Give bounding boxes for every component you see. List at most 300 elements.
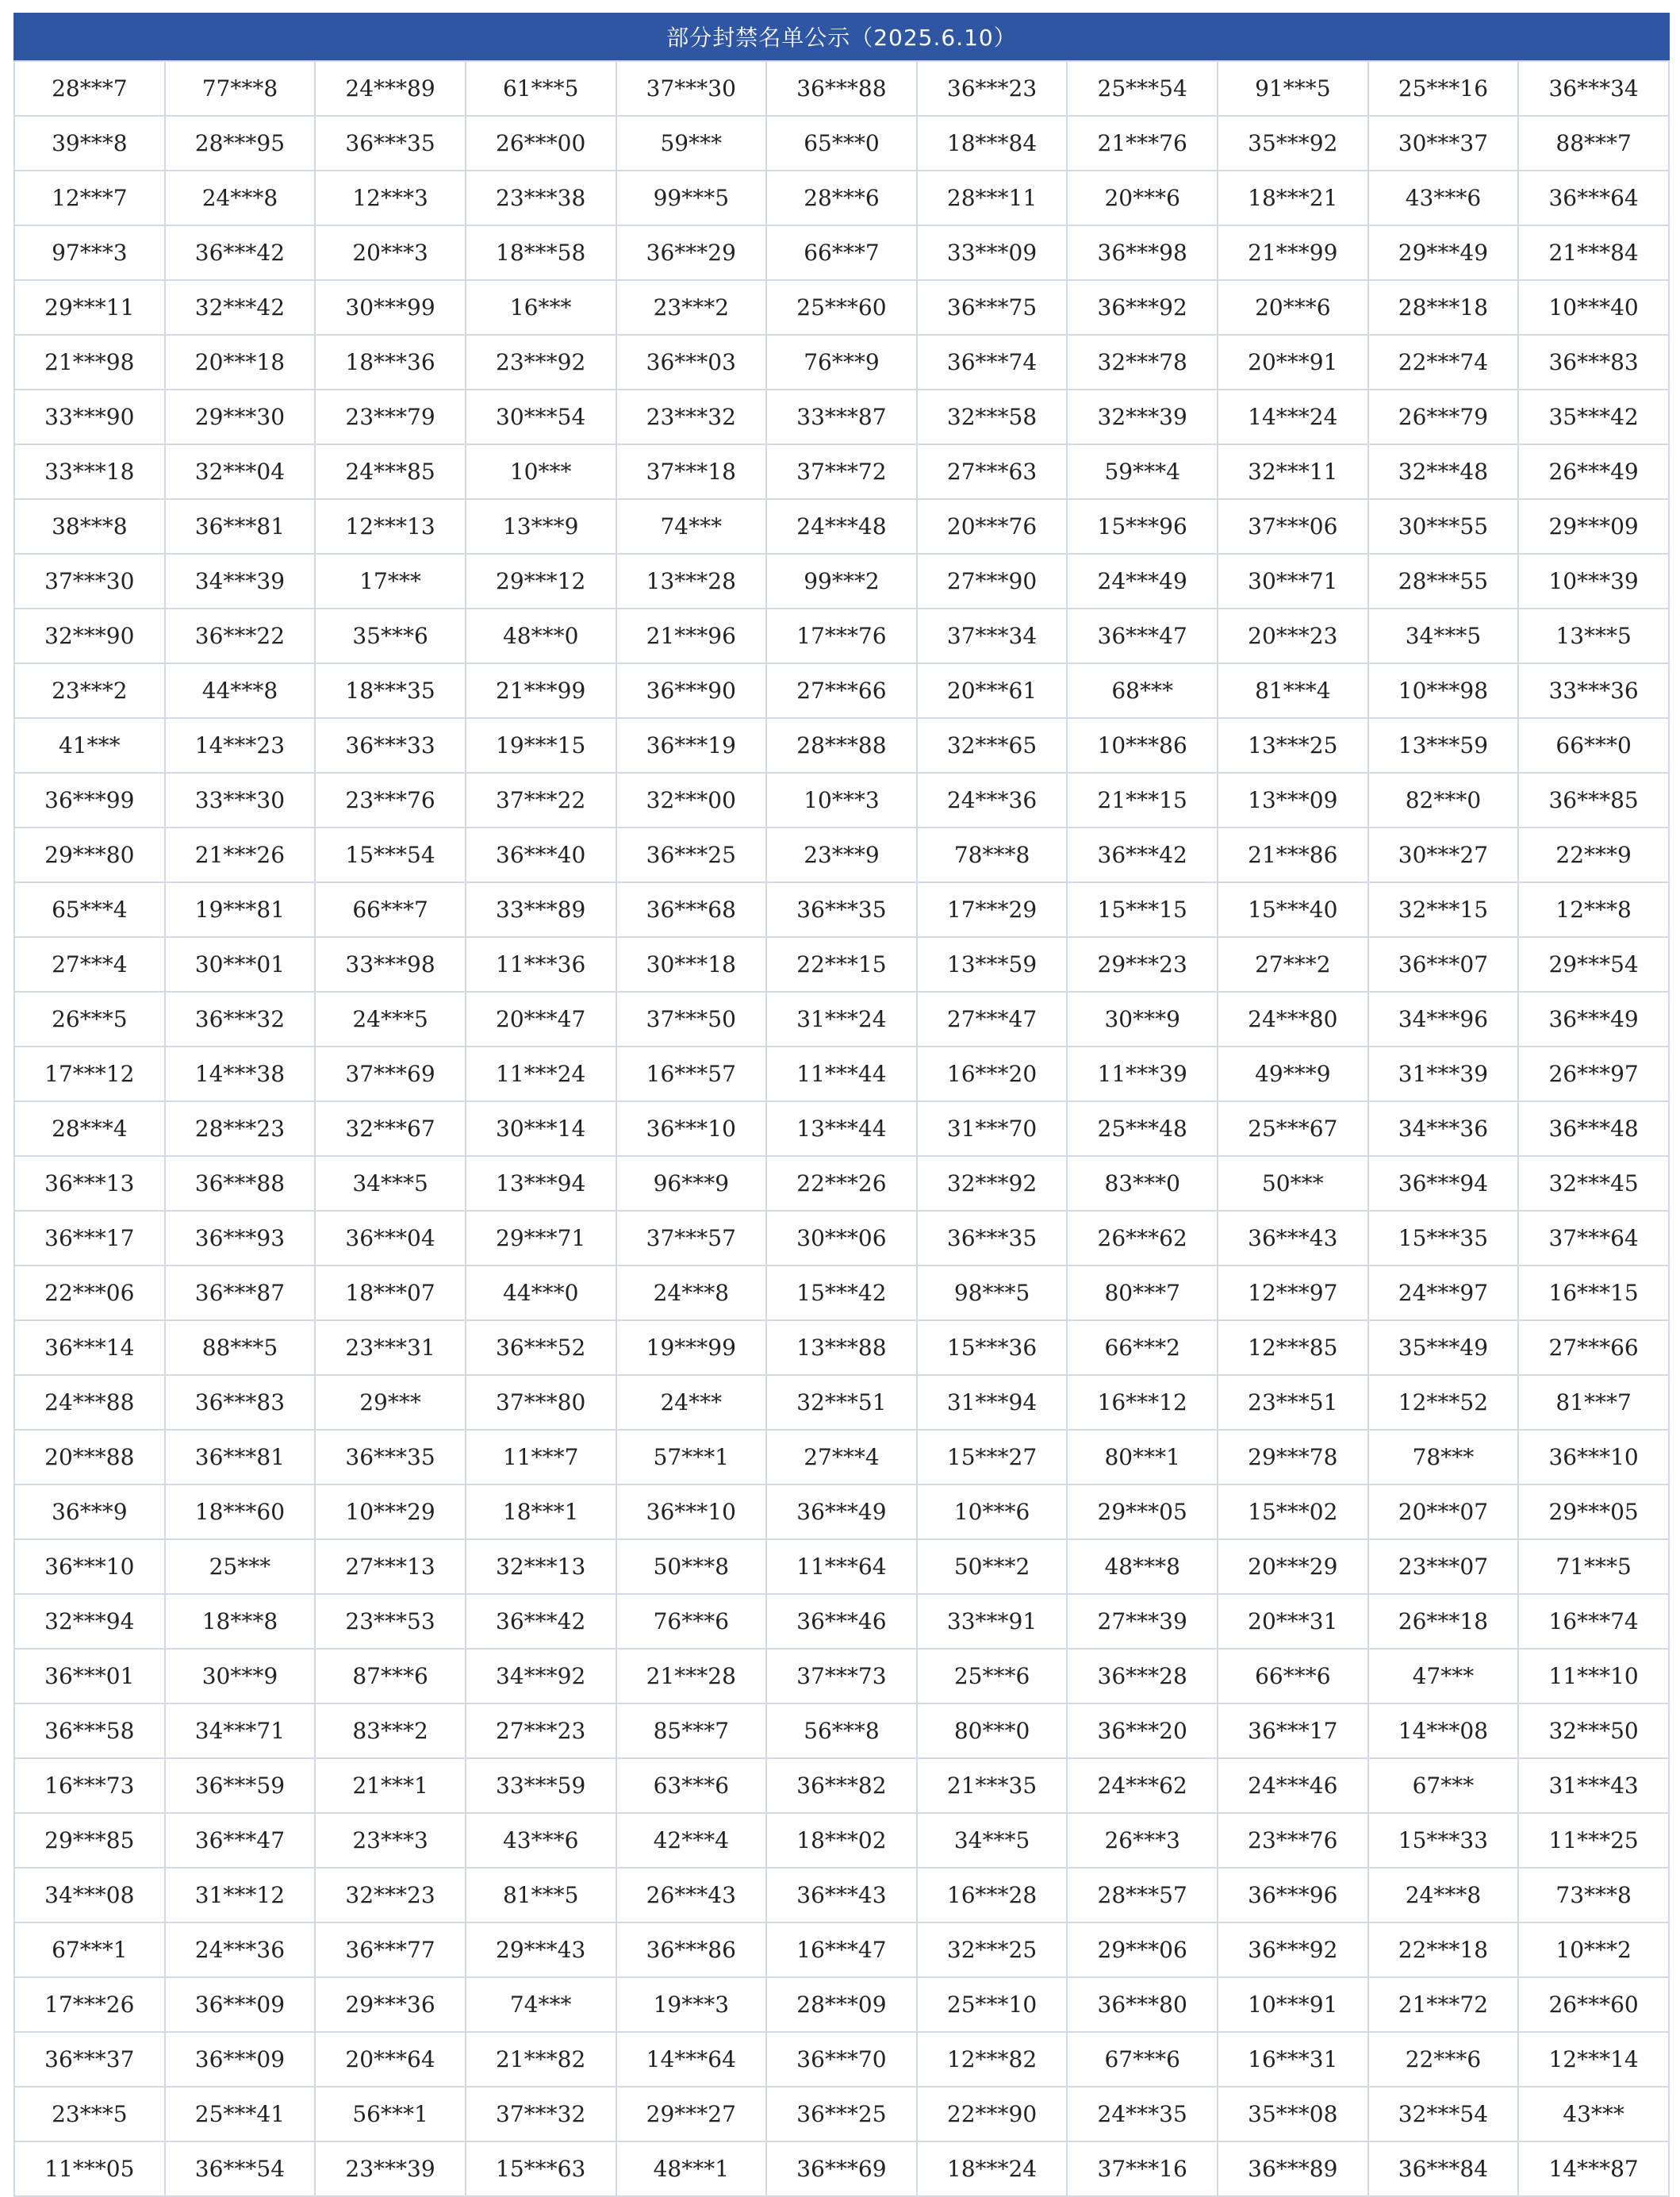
table-cell: 26***18 — [1368, 1594, 1519, 1649]
table-row — [14, 1430, 1669, 1485]
table-cell: 14***23 — [165, 718, 316, 773]
table-cell: 32***65 — [917, 718, 1068, 773]
table-cell: 36***64 — [1518, 171, 1669, 225]
table-cell: 99***5 — [616, 171, 767, 225]
table-cell: 26***49 — [1518, 444, 1669, 499]
table-cell: 16***15 — [1518, 1266, 1669, 1320]
table-cell: 36***48 — [1518, 1101, 1669, 1156]
table-cell: 34***08 — [14, 1868, 165, 1922]
table-cell: 88***7 — [1518, 116, 1669, 171]
table-cell: 48***1 — [616, 2141, 767, 2196]
table-cell: 21***86 — [1218, 828, 1368, 882]
table-cell: 22***90 — [917, 2087, 1068, 2141]
table-cell: 17***29 — [917, 882, 1068, 937]
table-cell: 23***9 — [766, 828, 917, 882]
table-cell: 36***22 — [165, 609, 316, 663]
table-row — [14, 773, 1669, 828]
table-cell: 10***2 — [1518, 1922, 1669, 1977]
table-cell: 19***99 — [616, 1320, 767, 1375]
table-cell: 29***27 — [616, 2087, 767, 2141]
table-cell: 36***33 — [315, 718, 466, 773]
table-cell: 30***9 — [1067, 992, 1218, 1047]
table-row — [14, 1156, 1669, 1211]
table-cell: 25***67 — [1218, 1101, 1368, 1156]
table-cell: 56***1 — [315, 2087, 466, 2141]
table-cell: 24*** — [616, 1375, 767, 1430]
table-cell: 14***87 — [1518, 2141, 1669, 2196]
table-cell: 35***49 — [1368, 1320, 1519, 1375]
table-cell: 12***8 — [1518, 882, 1669, 937]
table-cell: 59***4 — [1067, 444, 1218, 499]
table-cell: 19***81 — [165, 882, 316, 937]
table-cell: 32***58 — [917, 390, 1068, 444]
table-cell: 23***31 — [315, 1320, 466, 1375]
table-cell: 81***4 — [1218, 663, 1368, 718]
table-cell: 36***32 — [165, 992, 316, 1047]
table-cell: 85***7 — [616, 1703, 767, 1758]
table-cell: 43***6 — [1368, 171, 1519, 225]
table-cell: 66***7 — [766, 225, 917, 280]
table-cell: 15***96 — [1067, 499, 1218, 554]
table-cell: 36***89 — [1218, 2141, 1368, 2196]
table-cell: 44***0 — [466, 1266, 616, 1320]
table-row — [14, 280, 1669, 335]
table-cell: 88***5 — [165, 1320, 316, 1375]
table-cell: 32***48 — [1368, 444, 1519, 499]
table-cell: 27***90 — [917, 554, 1068, 609]
table-cell: 41*** — [14, 718, 165, 773]
table-cell: 23***32 — [616, 390, 767, 444]
table-cell: 36***25 — [616, 828, 767, 882]
table-cell: 35***42 — [1518, 390, 1669, 444]
table-cell: 31***12 — [165, 1868, 316, 1922]
table-cell: 23***38 — [466, 171, 616, 225]
table-cell: 82***0 — [1368, 773, 1519, 828]
table-cell: 32***92 — [917, 1156, 1068, 1211]
table-cell: 12***3 — [315, 171, 466, 225]
table-cell: 14***64 — [616, 2032, 767, 2087]
table-row — [14, 1047, 1669, 1101]
table-cell: 96***9 — [616, 1156, 767, 1211]
table-cell: 36***25 — [766, 2087, 917, 2141]
table-cell: 87***6 — [315, 1649, 466, 1703]
table-cell: 32***50 — [1518, 1703, 1669, 1758]
table-cell: 28***11 — [917, 171, 1068, 225]
table-cell: 12***52 — [1368, 1375, 1519, 1430]
table-row — [14, 1594, 1669, 1649]
table-cell: 33***98 — [315, 937, 466, 992]
table-cell: 97***3 — [14, 225, 165, 280]
table-cell: 81***5 — [466, 1868, 616, 1922]
table-cell: 27***66 — [1518, 1320, 1669, 1375]
table-cell: 27***13 — [315, 1539, 466, 1594]
table-cell: 36***85 — [1518, 773, 1669, 828]
table-cell: 18***36 — [315, 335, 466, 390]
table-cell: 43***6 — [466, 1813, 616, 1868]
table-cell: 24***46 — [1218, 1758, 1368, 1813]
table-cell: 36***29 — [616, 225, 767, 280]
table-cell: 65***0 — [766, 116, 917, 171]
table-cell: 24***8 — [616, 1266, 767, 1320]
table-cell: 21***98 — [14, 335, 165, 390]
table-cell: 36***74 — [917, 335, 1068, 390]
table-cell: 34***71 — [165, 1703, 316, 1758]
table-cell: 27***23 — [466, 1703, 616, 1758]
table-cell: 36***35 — [917, 1211, 1068, 1266]
table-cell: 15***40 — [1218, 882, 1368, 937]
table-row — [14, 1977, 1669, 2032]
table-cell: 20***07 — [1368, 1485, 1519, 1539]
table-cell: 25***41 — [165, 2087, 316, 2141]
table-cell: 20***64 — [315, 2032, 466, 2087]
table-cell: 83***0 — [1067, 1156, 1218, 1211]
table-cell: 66***6 — [1218, 1649, 1368, 1703]
table-cell: 36***14 — [14, 1320, 165, 1375]
table-cell: 24***8 — [165, 171, 316, 225]
table-cell: 25***6 — [917, 1649, 1068, 1703]
table-cell: 36***23 — [917, 61, 1068, 116]
table-cell: 29***30 — [165, 390, 316, 444]
table-cell: 25***48 — [1067, 1101, 1218, 1156]
table-cell: 10*** — [466, 444, 616, 499]
table-cell: 78*** — [1368, 1430, 1519, 1485]
table-cell: 76***9 — [766, 335, 917, 390]
table-cell: 14***38 — [165, 1047, 316, 1101]
table-cell: 61***5 — [466, 61, 616, 116]
table-cell: 37***30 — [14, 554, 165, 609]
table-cell: 36***10 — [14, 1539, 165, 1594]
table-cell: 59*** — [616, 116, 767, 171]
table-row — [14, 882, 1669, 937]
table-row — [14, 937, 1669, 992]
table-cell: 23***79 — [315, 390, 466, 444]
ban-list-sheet — [13, 13, 1670, 2197]
table-cell: 67***6 — [1067, 2032, 1218, 2087]
table-cell: 80***1 — [1067, 1430, 1218, 1485]
table-cell: 36***88 — [766, 61, 917, 116]
table-cell: 23***76 — [315, 773, 466, 828]
table-cell: 15***35 — [1368, 1211, 1519, 1266]
table-cell: 27***4 — [14, 937, 165, 992]
table-cell: 32***90 — [14, 609, 165, 663]
table-cell: 15***54 — [315, 828, 466, 882]
table-row — [14, 1813, 1669, 1868]
table-cell: 12***97 — [1218, 1266, 1368, 1320]
table-cell: 44***8 — [165, 663, 316, 718]
table-row — [14, 1485, 1669, 1539]
table-cell: 26***79 — [1368, 390, 1519, 444]
table-cell: 71***5 — [1518, 1539, 1669, 1594]
table-cell: 66***7 — [315, 882, 466, 937]
table-cell: 30***06 — [766, 1211, 917, 1266]
table-cell: 11***36 — [466, 937, 616, 992]
table-cell: 43*** — [1518, 2087, 1669, 2141]
table-cell: 37***57 — [616, 1211, 767, 1266]
table-cell: 63***6 — [616, 1758, 767, 1813]
table-cell: 30***18 — [616, 937, 767, 992]
table-cell: 27***4 — [766, 1430, 917, 1485]
table-cell: 34***96 — [1368, 992, 1519, 1047]
table-cell: 25***10 — [917, 1977, 1068, 2032]
table-cell: 32***67 — [315, 1101, 466, 1156]
table-cell: 36***42 — [1067, 828, 1218, 882]
table-cell: 73***8 — [1518, 1868, 1669, 1922]
table-cell: 24***85 — [315, 444, 466, 499]
table-cell: 28***55 — [1368, 554, 1519, 609]
table-cell: 18***58 — [466, 225, 616, 280]
table-cell: 34***5 — [917, 1813, 1068, 1868]
table-cell: 24***97 — [1368, 1266, 1519, 1320]
table-cell: 24***88 — [14, 1375, 165, 1430]
table-row — [14, 2141, 1669, 2196]
table-cell: 13***59 — [1368, 718, 1519, 773]
table-cell: 26***97 — [1518, 1047, 1669, 1101]
table-cell: 20***88 — [14, 1430, 165, 1485]
table-cell: 21***72 — [1368, 1977, 1519, 2032]
table-cell: 32***42 — [165, 280, 316, 335]
table-cell: 67***1 — [14, 1922, 165, 1977]
table-cell: 26***62 — [1067, 1211, 1218, 1266]
table-cell: 18***35 — [315, 663, 466, 718]
table-cell: 38***8 — [14, 499, 165, 554]
table-cell: 50***2 — [917, 1539, 1068, 1594]
table-cell: 13***09 — [1218, 773, 1368, 828]
table-cell: 78***8 — [917, 828, 1068, 882]
table-cell: 32***23 — [315, 1868, 466, 1922]
table-cell: 36***83 — [165, 1375, 316, 1430]
table-row — [14, 1211, 1669, 1266]
table-cell: 21***99 — [466, 663, 616, 718]
table-cell: 91***5 — [1218, 61, 1368, 116]
table-cell: 26***3 — [1067, 1813, 1218, 1868]
table-cell: 24***36 — [165, 1922, 316, 1977]
table-cell: 21***84 — [1518, 225, 1669, 280]
table-cell: 23***92 — [466, 335, 616, 390]
table-cell: 37***32 — [466, 2087, 616, 2141]
table-cell: 15***42 — [766, 1266, 917, 1320]
table-cell: 28***7 — [14, 61, 165, 116]
table-cell: 36***84 — [1368, 2141, 1519, 2196]
table-cell: 25***54 — [1067, 61, 1218, 116]
table-cell: 28***95 — [165, 116, 316, 171]
table-row — [14, 1539, 1669, 1594]
table-cell: 36***42 — [165, 225, 316, 280]
table-cell: 18***8 — [165, 1594, 316, 1649]
table-cell: 32***11 — [1218, 444, 1368, 499]
table-cell: 29***12 — [466, 554, 616, 609]
table-cell: 37***64 — [1518, 1211, 1669, 1266]
table-cell: 28***18 — [1368, 280, 1519, 335]
table-cell: 24***49 — [1067, 554, 1218, 609]
table-cell: 22***06 — [14, 1266, 165, 1320]
table-cell: 98***5 — [917, 1266, 1068, 1320]
table-cell: 29*** — [315, 1375, 466, 1430]
table-cell: 21***99 — [1218, 225, 1368, 280]
table-cell: 24***35 — [1067, 2087, 1218, 2141]
table-cell: 32***51 — [766, 1375, 917, 1430]
table-cell: 28***09 — [766, 1977, 917, 2032]
table-cell: 36***01 — [14, 1649, 165, 1703]
table-cell: 29***05 — [1067, 1485, 1218, 1539]
table-cell: 36***09 — [165, 2032, 316, 2087]
table-cell: 20***61 — [917, 663, 1068, 718]
table-cell: 65***4 — [14, 882, 165, 937]
table-cell: 37***18 — [616, 444, 767, 499]
table-cell: 29***49 — [1368, 225, 1519, 280]
table-row — [14, 718, 1669, 773]
table-cell: 33***09 — [917, 225, 1068, 280]
table-cell: 37***73 — [766, 1649, 917, 1703]
page-title: 部分封禁名单公示（2025.6.10） — [13, 13, 1670, 60]
table-cell: 36***35 — [315, 116, 466, 171]
table-row — [14, 1922, 1669, 1977]
table-cell: 20***3 — [315, 225, 466, 280]
table-cell: 28***6 — [766, 171, 917, 225]
table-cell: 25*** — [165, 1539, 316, 1594]
table-cell: 36***81 — [165, 499, 316, 554]
table-cell: 20***76 — [917, 499, 1068, 554]
table-row — [14, 1101, 1669, 1156]
table-cell: 12***85 — [1218, 1320, 1368, 1375]
table-cell: 28***57 — [1067, 1868, 1218, 1922]
table-cell: 34***39 — [165, 554, 316, 609]
table-row — [14, 828, 1669, 882]
table-cell: 31***94 — [917, 1375, 1068, 1430]
table-cell: 16*** — [466, 280, 616, 335]
table-cell: 22***18 — [1368, 1922, 1519, 1977]
table-cell: 34***36 — [1368, 1101, 1519, 1156]
table-cell: 18***21 — [1218, 171, 1368, 225]
table-cell: 36***43 — [766, 1868, 917, 1922]
table-cell: 17***26 — [14, 1977, 165, 2032]
table-cell: 20***18 — [165, 335, 316, 390]
table-cell: 25***16 — [1368, 61, 1519, 116]
table-row — [14, 1375, 1669, 1430]
table-cell: 37***80 — [466, 1375, 616, 1430]
table-cell: 56***8 — [766, 1703, 917, 1758]
table-cell: 26***5 — [14, 992, 165, 1047]
table-cell: 20***6 — [1218, 280, 1368, 335]
table-cell: 80***0 — [917, 1703, 1068, 1758]
table-cell: 42***4 — [616, 1813, 767, 1868]
table-cell: 83***2 — [315, 1703, 466, 1758]
table-cell: 50***8 — [616, 1539, 767, 1594]
table-cell: 13***28 — [616, 554, 767, 609]
table-cell: 34***5 — [315, 1156, 466, 1211]
table-cell: 36***37 — [14, 2032, 165, 2087]
table-cell: 16***20 — [917, 1047, 1068, 1101]
table-cell: 68*** — [1067, 663, 1218, 718]
table-cell: 57***1 — [616, 1430, 767, 1485]
table-cell: 31***43 — [1518, 1758, 1669, 1813]
table-row — [14, 116, 1669, 171]
table-cell: 37***72 — [766, 444, 917, 499]
table-cell: 28***4 — [14, 1101, 165, 1156]
table-cell: 18***60 — [165, 1485, 316, 1539]
table-row — [14, 1703, 1669, 1758]
table-cell: 36***88 — [165, 1156, 316, 1211]
table-cell: 30***27 — [1368, 828, 1519, 882]
table-cell: 18***1 — [466, 1485, 616, 1539]
table-cell: 21***15 — [1067, 773, 1218, 828]
table-cell: 37***16 — [1067, 2141, 1218, 2196]
table-row — [14, 1758, 1669, 1813]
table-cell: 21***82 — [466, 2032, 616, 2087]
table-cell: 36***59 — [165, 1758, 316, 1813]
table-cell: 32***13 — [466, 1539, 616, 1594]
table-cell: 29***54 — [1518, 937, 1669, 992]
table-cell: 29***05 — [1518, 1485, 1669, 1539]
table-cell: 37***34 — [917, 609, 1068, 663]
table-cell: 49***9 — [1218, 1047, 1368, 1101]
table-cell: 36***04 — [315, 1211, 466, 1266]
table-cell: 29***85 — [14, 1813, 165, 1868]
table-cell: 23***3 — [315, 1813, 466, 1868]
table-cell: 20***47 — [466, 992, 616, 1047]
table-cell: 23***51 — [1218, 1375, 1368, 1430]
table-cell: 36***58 — [14, 1703, 165, 1758]
table-cell: 36***54 — [165, 2141, 316, 2196]
table-cell: 26***00 — [466, 116, 616, 171]
table-cell: 23***76 — [1218, 1813, 1368, 1868]
table-cell: 26***43 — [616, 1868, 767, 1922]
table-cell: 33***36 — [1518, 663, 1669, 718]
table-cell: 16***74 — [1518, 1594, 1669, 1649]
table-cell: 36***17 — [14, 1211, 165, 1266]
table-cell: 33***87 — [766, 390, 917, 444]
table-cell: 11***25 — [1518, 1813, 1669, 1868]
table-cell: 74*** — [466, 1977, 616, 2032]
table-cell: 30***37 — [1368, 116, 1519, 171]
table-cell: 20***31 — [1218, 1594, 1368, 1649]
table-cell: 10***98 — [1368, 663, 1519, 718]
table-cell: 36***47 — [1067, 609, 1218, 663]
table-cell: 35***6 — [315, 609, 466, 663]
table-cell: 18***84 — [917, 116, 1068, 171]
table-cell: 26***60 — [1518, 1977, 1669, 2032]
table-cell: 37***69 — [315, 1047, 466, 1101]
table-cell: 36***10 — [616, 1485, 767, 1539]
table-cell: 48***8 — [1067, 1539, 1218, 1594]
table-cell: 11***05 — [14, 2141, 165, 2196]
table-cell: 18***02 — [766, 1813, 917, 1868]
table-cell: 36***28 — [1067, 1649, 1218, 1703]
table-cell: 16***31 — [1218, 2032, 1368, 2087]
table-cell: 36***94 — [1368, 1156, 1519, 1211]
table-cell: 66***0 — [1518, 718, 1669, 773]
table-cell: 36***90 — [616, 663, 767, 718]
table-cell: 15***27 — [917, 1430, 1068, 1485]
table-cell: 36***52 — [466, 1320, 616, 1375]
table-cell: 36***77 — [315, 1922, 466, 1977]
table-cell: 29***06 — [1067, 1922, 1218, 1977]
table-cell: 24***36 — [917, 773, 1068, 828]
table-cell: 23***53 — [315, 1594, 466, 1649]
table-cell: 27***39 — [1067, 1594, 1218, 1649]
ban-list-table — [13, 60, 1670, 2197]
table-cell: 30***55 — [1368, 499, 1519, 554]
table-cell: 36***09 — [165, 1977, 316, 2032]
table-cell: 36***70 — [766, 2032, 917, 2087]
table-cell: 23***2 — [616, 280, 767, 335]
table-cell: 13***9 — [466, 499, 616, 554]
table-cell: 32***54 — [1368, 2087, 1519, 2141]
table-cell: 22***15 — [766, 937, 917, 992]
table-cell: 33***59 — [466, 1758, 616, 1813]
table-cell: 29***43 — [466, 1922, 616, 1977]
table-cell: 20***91 — [1218, 335, 1368, 390]
table-cell: 31***39 — [1368, 1047, 1519, 1101]
